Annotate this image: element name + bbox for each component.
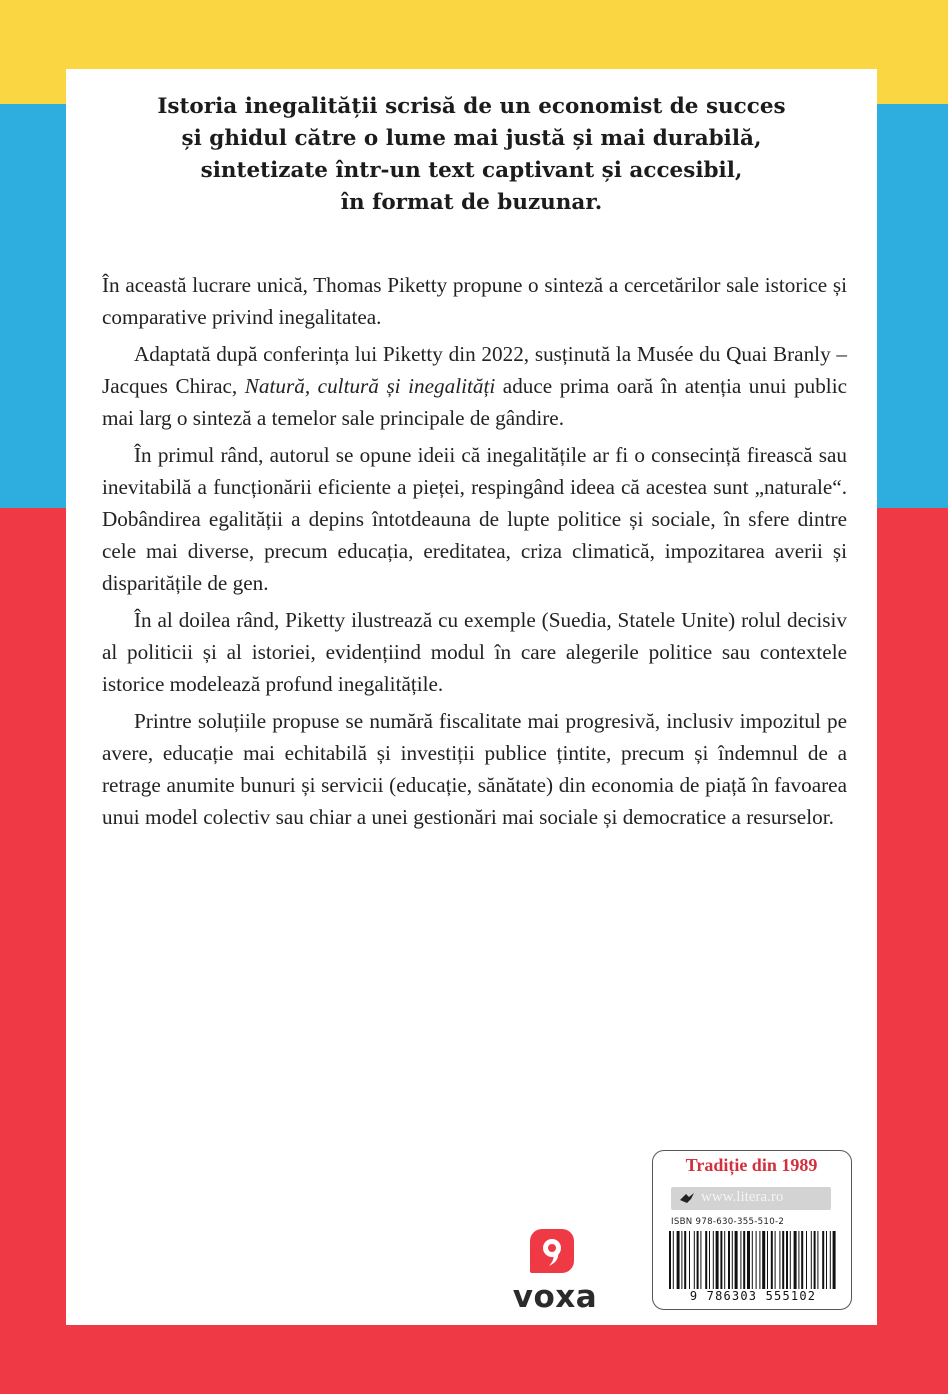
barcode-bar <box>767 1231 768 1289</box>
barcode-bar <box>756 1231 757 1289</box>
barcode-bar <box>694 1231 695 1289</box>
bird-icon <box>679 1191 695 1205</box>
barcode-bar <box>732 1231 733 1289</box>
barcode-bar <box>775 1231 776 1289</box>
voxa-wordmark: voxa <box>512 1279 598 1315</box>
barcode-bar <box>705 1231 707 1289</box>
headline-line-3: sintetizate într-un text captivant și accesibil, <box>200 158 743 183</box>
barcode-bar <box>747 1231 750 1289</box>
voxa-logo-icon <box>530 1229 574 1273</box>
barcode-bar <box>720 1231 722 1289</box>
barcode-bar <box>759 1231 760 1289</box>
barcode-bar <box>689 1231 690 1289</box>
back-cover-panel <box>66 69 877 1325</box>
barcode-bar <box>709 1231 710 1289</box>
barcode-bar <box>833 1231 836 1289</box>
website-url: www.litera.ro <box>701 1189 784 1205</box>
barcode-bar <box>697 1231 699 1289</box>
barcode <box>667 1231 839 1289</box>
barcode-bar <box>806 1231 807 1289</box>
barcode-bar <box>684 1231 686 1289</box>
website-strip <box>671 1187 831 1210</box>
paragraph-1: În această lucrare unică, Thomas Piketty propune o sinteză a cercetărilor sale istorice și comparative privind inegalitatea. <box>102 273 847 329</box>
barcode-bar <box>811 1231 812 1289</box>
barcode-bar <box>681 1231 682 1289</box>
barcode-number: 9 786303 555102 <box>689 1289 817 1303</box>
paragraph-2 <box>102 338 847 434</box>
barcode-bar <box>790 1231 791 1289</box>
book-title: Natură, cultură și inegalități <box>244 374 496 398</box>
headline-line-4: în format de buzunar. <box>340 190 603 215</box>
barcode-bar <box>786 1231 788 1289</box>
isbn-label: ISBN 978-630-355-510-2 <box>671 1217 785 1227</box>
barcode-bar <box>794 1231 797 1289</box>
barcode-bar <box>713 1231 714 1289</box>
barcode-bar <box>817 1231 818 1289</box>
publisher-box <box>652 1150 852 1310</box>
paragraph-3: În primul rând, autorul se opune ideii că inegalitățile ar fi o consecință firească sau inevitabilă a funcționării eficiente a pieței, respingând ideea că acestea sunt „naturale“. Dobândirea egalității a depins întotdeauna de lupte politice și sociale, în sfere dintre cele mai diverse, precum educația, ereditatea, criza climatică, impozitarea averii și disparitățile de gen. <box>102 443 847 595</box>
barcode-bar <box>771 1231 773 1289</box>
headline-line-1: Istoria inegalității scrisă de un economist de succes <box>157 94 786 119</box>
barcode-bar <box>724 1231 725 1289</box>
voxa-logo <box>500 1229 610 1319</box>
barcode-bar <box>779 1231 780 1289</box>
barcode-bar <box>782 1231 784 1289</box>
blurb <box>102 269 847 838</box>
barcode-bar <box>814 1231 816 1289</box>
headline <box>96 91 847 219</box>
paragraph-4: În al doilea rând, Piketty ilustrează cu exemple (Suedia, Statele Unite) rolul decisiv al politicii și al istoriei, evidențiind modul în care alegerile politice sau contextele istorice modelează profund inegalitățile. <box>102 608 847 696</box>
barcode-bar <box>801 1231 803 1289</box>
headline-line-2: și ghidul către o lume mai justă și mai durabilă, <box>181 126 762 151</box>
paragraph-5: Printre soluțiile propuse se numără fiscalitate mai progresivă, inclusiv impozitul pe avere, educație mai echitabilă și investiții publice țintite, precum și îndemnul de a retrage anumite bunuri și servicii (educație, sănătate) din economia de piață în favoarea unui model colectiv sau chiar a unei gestionări mai sociale și democratice a resurselor. <box>102 709 847 829</box>
tradition-label: Tradiție din 1989 <box>685 1155 818 1175</box>
barcode-bar <box>798 1231 799 1289</box>
barcode-bar <box>677 1231 680 1289</box>
paragraph-2-end: aduce prima oară în atenția unui public mai larg o sinteză a temelor sale principale de gândire. <box>102 374 847 430</box>
paragraph-2-start: Adaptată după conferința lui Piketty din 2022, susținută la Musée du Quai Branly – Jacques Chirac, <box>102 342 847 398</box>
barcode-bar <box>822 1231 824 1289</box>
barcode-bar <box>752 1231 753 1289</box>
barcode-bar <box>700 1231 701 1289</box>
barcode-bar <box>762 1231 765 1289</box>
barcode-bar <box>716 1231 719 1289</box>
barcode-bar <box>673 1231 674 1289</box>
barcode-bar <box>735 1231 738 1289</box>
barcode-bar <box>830 1231 831 1289</box>
barcode-bar <box>669 1231 671 1289</box>
barcode-bar <box>740 1231 741 1289</box>
barcode-bar <box>743 1231 745 1289</box>
barcode-bar <box>728 1231 730 1289</box>
barcode-bar <box>826 1231 827 1289</box>
